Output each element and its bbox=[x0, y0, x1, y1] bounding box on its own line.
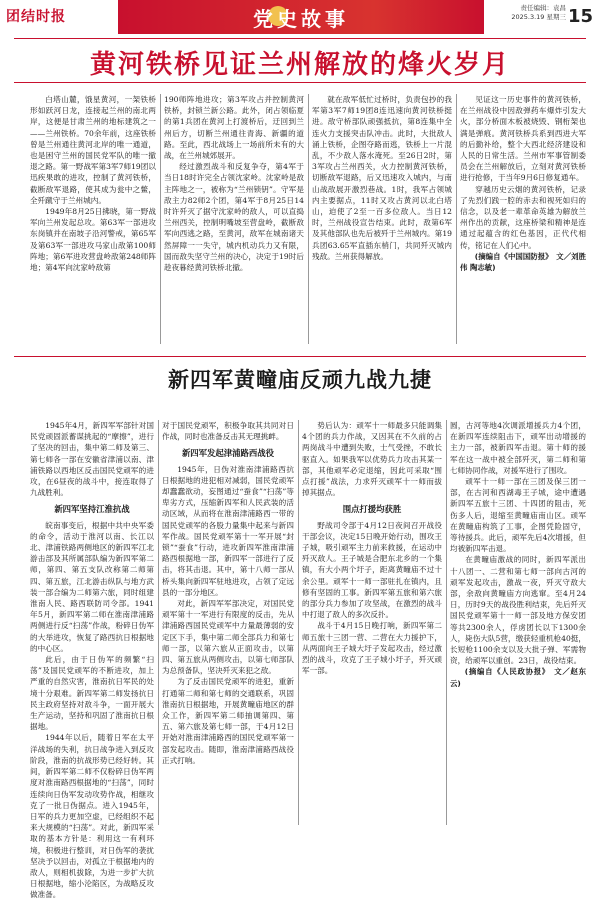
newspaper-logo: 团结时报 bbox=[6, 9, 66, 25]
editor-line: 责任编辑：袁昌 bbox=[520, 4, 566, 12]
article2-column-1 bbox=[30, 420, 154, 900]
date-line: 2025.3.19 星期三 bbox=[511, 13, 566, 21]
article2-headline: 新四军黄疃庙反顽九战九捷 bbox=[168, 368, 432, 392]
paragraph: 顽军十一师一部在三团及保三团一部，在古河和西湖毒王子城，途中遭遇新四军五旅十三团、十四团的阻击，死伤多人后，退缩至黄疃庙南山区。顽军在黄疃庙构筑了工事，企图凭险固守，等待援兵。此后，顽军先后4次增援，但均被新四军击退。 bbox=[450, 477, 586, 554]
article1-column-2 bbox=[164, 94, 304, 344]
paragraph: 野战司令部于4月12日夜间召开战役干部会议，决定15日晚开始行动，围攻王子城，吸引顽军主力前来救援，在运动中歼灭敌人。王子城是合肥东北乡的一个集镇，有大小两个圩子，距离黄疃庙不过十余公里。顽军十一师一部驻扎在镇内，且修有坚固的工事。新四军第五旅和第六旅的部分兵力参加了攻坚战，在激烈的战斗中打退了敌人的多次反扑。 bbox=[302, 520, 442, 620]
paragraph: 对此，新四军军部决定，对国民党顽军第十一军进行有限度的反击，先从津浦路西国民党顽军中力量最薄弱的安定区下手，集中第二师全部兵力和第七师一部，以第六旅从正面攻击，以第四、第五旅从两侧攻击，以第七师部队为总预备队，坚决歼灭来犯之敌。 bbox=[162, 599, 294, 676]
paragraph: 白塔山麓，饿星黄河，一架铁桥形如跃河日龙，连接起兰州的南北两岸，这便是甘肃兰州的地标建筑之一——兰州铁桥。70余年前，这座铁桥曾是兰州通往黄河北岸的唯一通道，也是困守兰州的国民党军队的唯一撤退之路。第一野战军第3军7师19团以迅疾果敢的进攻，控制了黄河铁桥，截断敌军退路，使其成为瓮中之鳖，全歼蹴守于兰州城内。 bbox=[30, 95, 156, 205]
paragraph: 经过激烈战斗和反复争夺，第4军于当日18时许完全占领沈家岭。沈家岭是敌主阵地之一，被称为“兰州锁钥”。守军是敌主力82师2个团，第4军于8月25日14时许歼灭了据守沈家岭的敌人，可以直捣兰州西关，控制明嘴坡至营盘岭，截断敌军向西逃之路，至黄河，敌军在城南诸天然屏障一一失守，城内机动兵力又有限，国而敌失坚守兰州的决心，决定于19时后趁夜暮经黄河铁桥北撤。 bbox=[164, 162, 304, 273]
column-divider bbox=[446, 420, 447, 825]
article1-source: (摘编自《中国国防报》 文／刘胜伟 陶志敏) bbox=[460, 251, 586, 273]
section-banner bbox=[118, 0, 484, 34]
article1-column-3 bbox=[312, 94, 452, 344]
paragraph: 就在敌军低忙过桥时，负责包抄的我军第3军7师19团8连迅速向黄河铁桥挺进。敌守桥部队顽强抵抗，第8连集中全连火力支援突击队冲击。此时，大批敌人涌上铁桥，企图夺路而逃，铁桥上一片混乱，不少敌人落水淹死。至26日2时，第3军攻占兰州西关，火力控制黄河铁桥，切断敌军退路，后又迅速攻入城内，与南山战敌展开激烈巷战。1时，我军占领城内主要据点，11时又攻占黄河以北白塔山，迫使了2至一百多位敌人。当日12时，兰州战役宣告结束。此时，敌第6军及其他部队也先后被歼于兰州城内。第19兵团63.65军直插东梢门，共同歼灭城内残敌。兰州获得解放。 bbox=[312, 95, 452, 261]
paragraph: 1949年8月25日拂晓，第一野战军向兰州发起总攻。第63军一部进攻东岗镇并在南坡子沿河警戒，第65军及第63军一部进攻马家山敌第100师阵地；第6军进攻营盘岭敌第248师阵地；第4军向沈家岭敌第 bbox=[30, 207, 156, 273]
article1-column-4 bbox=[460, 94, 586, 344]
subhead: 围点打援均获胜 bbox=[342, 504, 402, 515]
column-divider bbox=[456, 94, 457, 344]
subhead: 新四军坚持江淮抗战 bbox=[54, 504, 130, 515]
column-divider bbox=[308, 94, 309, 344]
column-divider bbox=[298, 420, 299, 825]
masthead bbox=[0, 0, 600, 40]
paragraph: 为了反击国民党顽军的进犯，重新打通第二师和第七师的交通联系，巩固淮南抗日根据地，开展黄疃庙地区的群众工作，新四军第二师抽调第四、第五、第六旅及第七师一部，于4月12日开始对淮南津浦路西的国民党顽军第一部发起攻击。随即，淮南津浦路西战役正式打响。 bbox=[162, 677, 294, 765]
article2-source: (摘编自《人民政协报》 文／赵东云) bbox=[450, 667, 586, 688]
paragraph: 见证这一历史事件的黄河铁桥，在兰州战役中因敌弹药车爆炸引发大火，部分桥面木板被烧毁、钢桁架也满是弹痕。黄河铁桥兵系到西进大军的后勤补给，整个大西北经济建设和人民的日常生活。兰州市军事管制委员会在兰州解放后，立刻对黄河铁桥进行抢修，于当年9月6日修复通车。 bbox=[460, 95, 586, 183]
article2-column-4 bbox=[450, 420, 586, 825]
paragraph: 在黄疃庙激战的同时，新四军派出十八团一、二营和第七师一部向古河的顽军发起攻击，激战一夜，歼灭守敌大部，余敌向黄疃庙方向逃窜。至4月24日，历时9天的战役胜利结束，先后歼灭国民党顽军第十一师一部及地方保安团等共2300余人，俘虏团长以下1300余人，毙伤大队5营，缴获轻重机枪40挺，长短枪1100余支以及大批子弹、军需物资，给顽军以重创。23日，战役结束。 bbox=[450, 555, 586, 666]
paragraph: 1945年，日伪对淮南津浦路西抗日根据地的进犯相对减弱，国民党顽军却蠢蠢欲动，妄图通过“蚕食”“扫荡”等卑劣方式，压缩新四军和人民武装的活动区域，从而将在淮南津浦路西一带的国民党顽军的各股力量集中起来与新四军作战。国民党顽军第十一军开展“封锁”“蚕食”行动，进攻新四军淮南津浦路西根据地一部，新四军一部进行了反击，将其击退。其中，第十八师一部从桥头集向新四军驻地进攻，占领了定远县的一部分地区。 bbox=[162, 464, 294, 597]
article2-column-3 bbox=[302, 420, 442, 825]
issue-meta bbox=[478, 4, 566, 22]
column-divider bbox=[158, 420, 159, 825]
column-divider bbox=[160, 94, 161, 344]
paragraph: 圆，古河等地4次调派增援兵力4个团，在新四军连续阻击下，顽军出动增援的主力一部，被新四军击退。第十师的援军在这一战中被全部歼灭，第二师和第七师协同作战，对援军进行了围攻。 bbox=[450, 421, 586, 475]
section-title: 党史故事 bbox=[253, 7, 349, 31]
article1-headline: 黄河铁桥见证兰州解放的烽火岁月 bbox=[89, 50, 510, 80]
subhead: 新四军发起津浦路西战役 bbox=[181, 448, 275, 459]
paragraph: 1944年以后，随着日军在太平洋战场的失利，抗日战争进入到反攻阶段，淮南的抗战形势已经好转。其间，新四军第二师不仅粉碎日伪军两度对淮南路西根据地的“扫荡”，同时连续向日伪军发动攻势作战，相继攻克了一批日伪据点。进入1945年，日军的兵力更加空虚，已经组织不起来大规模的“扫荡”。对此，新四军采取的基本方针是：利用这一有利环境，积极进行整训，对日伪军的袭扰坚决予以回击，对孤立于根据地内的敌人，则相机拔除，为进一步扩大抗日根据地，缩小沦陷区，为战略反攻做准备。 bbox=[30, 733, 154, 900]
paragraph: 此后，由于日伪军的频繁“扫荡”及国民党顽军的不断进攻，加上严重的自然灾害，淮南抗日军民的处境十分艰难。新四军第二师发扬抗日民主政府坚持对敌斗争，一面开展大生产运动，坚持和巩固了淮南抗日根据地。 bbox=[30, 655, 154, 732]
paragraph: 190师阵地进攻；第3军攻占并控制黄河铁桥，封锁兰新公路。此外，闭占领临夏的第1兵团在黄河上打渡桥后，迂回到兰州后方，切断兰州通往青海、新疆的道路。至此，西北战场上一场前所未有的大战，在兰州城郊展开。 bbox=[164, 95, 304, 161]
header-rule bbox=[14, 38, 586, 39]
headline-rule bbox=[14, 82, 586, 83]
paragraph: 穿越历史云烟的黄河铁桥，记录了先烈们践一腔的赤去和视死如归的信念，以及老一辈革命英雄为解放兰州作出的贡献，这座桥梁和精神是连通过起蕴含的红色基因，正代代相传，铭记在人们心中。 bbox=[460, 184, 586, 250]
paragraph: 1945年4月，新四军军部针对国民党顽固派蓄谋挑起的“摩擦”，进行了坚决的回击，集中第二师及第三、第七师各一部在安徽省津浦以南、津浦铁路以西地区反击国民党顽军的进攻，在6昼夜的战斗中，接连取得了九战胜利。 bbox=[30, 421, 154, 498]
article2-column-2 bbox=[162, 420, 294, 825]
paragraph: 势后认为：顽军十一师最多只能调集4个团的兵力作战，又因其在不久前的占两岗战斗中遭到失败，士气受挫，不敢长驱直入。如果我军以优势兵力攻击其某一部，其他顽军必定退缩，因此可采取“围点打援”战法，力求歼灭顽军十一师而拔掉其据点。 bbox=[302, 421, 442, 498]
paragraph: 战斗于4月15日晚打响，新四军第二师五旅十三团一营、二营在大力援护下，从两面向王子城大圩子发起攻击，经过激烈的战斗，攻克了王子城小圩子，歼灭顽军一部。 bbox=[302, 621, 442, 676]
article1-column-1 bbox=[30, 94, 156, 344]
paragraph: 对于国民党顽军，积极争取其共同对日作战，同时也准备反击其无理挑衅。 bbox=[162, 421, 294, 442]
page-number: 15 bbox=[568, 6, 594, 27]
paragraph: 皖南事变后，根据中共中央军委的命令，活动于淮河以南、长江以北、津浦铁路两侧地区的新四军江北游击部及其所属部队编为新四军第二师，第四、第五支队改称第二师第四、第五旅，江北游击纵队与地方武装一部合编为二师第六旅，同时组建淮南人民、路西联防司令部。1941年5月，新四军第二师在淮南津浦路两侧进行反“扫荡”作战，粉碎日伪军的大举进攻，恢复了路西抗日根据地的中心区。 bbox=[30, 520, 154, 653]
